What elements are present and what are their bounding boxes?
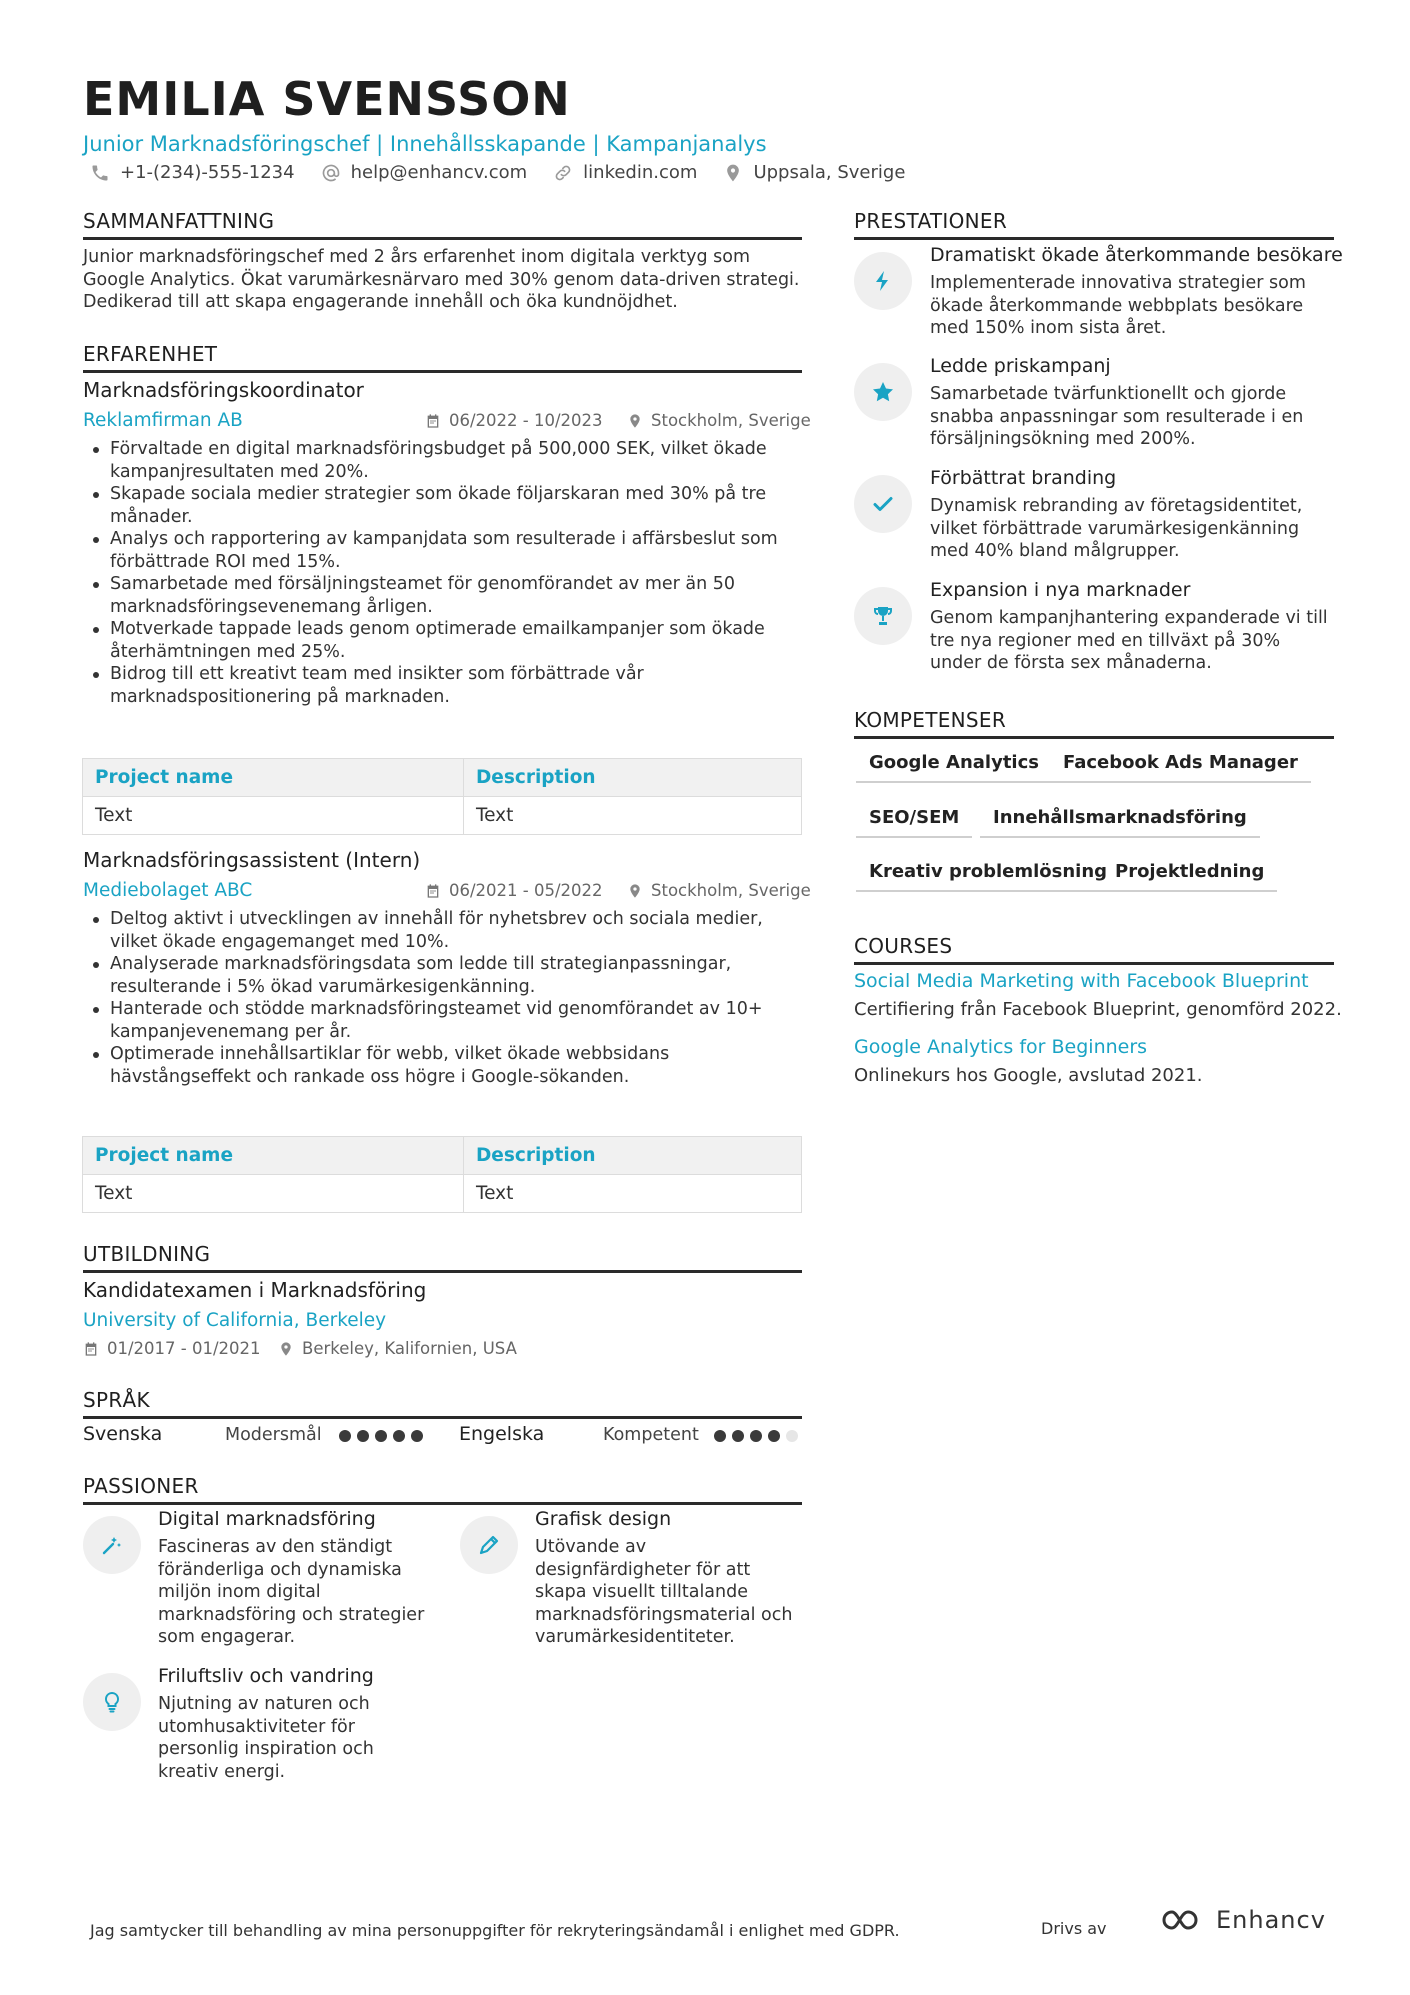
job-bullets xyxy=(90,908,802,1088)
table-cell: Text xyxy=(83,797,464,835)
skill-tag: Google Analytics xyxy=(856,752,1052,783)
table-row xyxy=(83,797,802,835)
job-location-text: Stockholm, Sverige xyxy=(651,411,811,430)
achievement-title: Expansion i nya marknader xyxy=(930,579,1191,601)
education-dates-text: 01/2017 - 01/2021 xyxy=(107,1339,261,1358)
rating-dot-filled xyxy=(375,1430,387,1442)
education-dates xyxy=(83,1339,261,1358)
table-cell: Text xyxy=(83,1175,464,1213)
achievement-desc: Dynamisk rebranding av företagsidentitet, vilket förbättrade varumärkesigenkänning med 40% bland målgrupper. xyxy=(930,496,1303,561)
table-header-cell: Description xyxy=(463,759,801,797)
job-dates xyxy=(425,881,603,900)
list-item: Motverkade tappade leads genom optimerade emailkampanjer som ökade återhämtningen med 25%. xyxy=(90,618,802,663)
gdpr-note: Jag samtycker till behandling av mina personuppgifter för rekryteringsändamål i enlighet med GDPR. xyxy=(90,1921,900,1940)
table-header-cell: Project name xyxy=(83,1137,464,1175)
rating-dot-filled xyxy=(732,1430,744,1442)
courses-heading: COURSES xyxy=(854,934,1334,965)
project-table xyxy=(82,758,802,835)
candidate-name: EMILIA SVENSSON xyxy=(83,72,571,126)
course-desc: Onlinekurs hos Google, avslutad 2021. xyxy=(854,1065,1203,1086)
list-item: Analyserade marknadsföringsdata som ledde till strategianpassningar, resulterande i 5% ökad varumärkesigenkänning. xyxy=(90,953,802,998)
table-header-cell: Description xyxy=(463,1137,801,1175)
magic-wand-sparkle-icon xyxy=(100,1533,124,1557)
education-location xyxy=(278,1339,517,1358)
passion-title: Grafisk design xyxy=(535,1508,672,1530)
education-degree: Kandidatexamen i Marknadsföring xyxy=(83,1278,427,1302)
summary-heading: SAMMANFATTNING xyxy=(83,209,802,240)
job-role: Marknadsföringskoordinator xyxy=(83,378,364,402)
experience-heading: ERFARENHET xyxy=(83,342,802,373)
location-pin-icon xyxy=(627,883,643,899)
achievement-desc: Implementerade innovativa strategier som ökade återkommande webbplats besökare med 150% inom sista året. xyxy=(930,273,1306,338)
contact-bar xyxy=(90,162,905,183)
course-title: Google Analytics for Beginners xyxy=(854,1036,1148,1058)
location-pin-icon xyxy=(627,413,643,429)
trophy-icon xyxy=(871,604,895,628)
passion-desc: Njutning av naturen och utomhusaktiviteter för personlig inspiration och kreativ energi. xyxy=(158,1694,374,1782)
job-location xyxy=(627,881,811,900)
contact-location xyxy=(723,162,905,183)
language-level: Modersmål xyxy=(225,1425,322,1445)
passion-desc: Utövande av designfärdigheter för att skapa visuellt tilltalande marknadsföringsmaterial och varumärkesidentiteter. xyxy=(535,1537,793,1647)
email-text: help@enhancv.com xyxy=(350,162,528,183)
calendar-icon xyxy=(83,1341,99,1357)
list-item: Hanterade och stödde marknadsföringsteamet vid genomförandet av 10+ kampanjevenemang per år. xyxy=(90,998,802,1043)
rating-dot-filled xyxy=(750,1430,762,1442)
pen-icon xyxy=(477,1533,501,1557)
rating-dot-filled xyxy=(714,1430,726,1442)
contact-phone[interactable] xyxy=(90,162,295,183)
rating-dot-filled xyxy=(411,1430,423,1442)
phone-icon xyxy=(90,163,110,183)
achievement-desc: Samarbetade tvärfunktionellt och gjorde snabba anpassningar som resulterade i en försäljningsökning med 200%. xyxy=(930,384,1304,449)
table-header-row xyxy=(83,1137,802,1175)
table-cell: Text xyxy=(463,797,801,835)
skills-heading: KOMPETENSER xyxy=(854,708,1334,739)
list-item: Deltog aktivt i utvecklingen av innehåll för nyhetsbrev och sociala medier, vilket ökade engagemanget med 10%. xyxy=(90,908,802,953)
job-dates-text: 06/2022 - 10/2023 xyxy=(449,411,603,430)
list-item: Samarbetade med försäljningsteamet för genomförandet av mer än 50 marknadsföringsevenemang årligen. xyxy=(90,573,802,618)
education-school: University of California, Berkeley xyxy=(83,1310,387,1331)
list-item: Analys och rapportering av kampanjdata som resulterade i affärsbeslut som förbättrade ROI med 15%. xyxy=(90,528,802,573)
language-rating xyxy=(339,1430,423,1442)
table-cell: Text xyxy=(463,1175,801,1213)
brand-name: Enhancv xyxy=(1216,1906,1326,1934)
location-pin-icon xyxy=(278,1341,294,1357)
calendar-icon xyxy=(425,883,441,899)
lightbulb-icon xyxy=(100,1690,124,1714)
list-item: Bidrog till ett kreativt team med insikter som förbättrade vår marknadspositionering på marknaden. xyxy=(90,663,802,708)
skill-tag: SEO/SEM xyxy=(856,807,972,838)
job-company: Mediebolaget ABC xyxy=(83,880,253,901)
skill-tag: Kreativ problemlösning xyxy=(856,861,1120,892)
language-name: Svenska xyxy=(83,1423,163,1445)
enhancv-logo-icon xyxy=(1160,1906,1208,1934)
language-name: Engelska xyxy=(459,1423,545,1445)
course-desc: Certifiering från Facebook Blueprint, genomförd 2022. xyxy=(854,999,1342,1020)
rating-dot-filled xyxy=(357,1430,369,1442)
job-location xyxy=(627,411,811,430)
linkedin-text: linkedin.com xyxy=(583,162,698,183)
list-item: Optimerade innehållsartiklar för webb, vilket ökade webbsidans hävstångseffekt och rankade oss högre i Google-sökanden. xyxy=(90,1043,802,1088)
passion-title: Friluftsliv och vandring xyxy=(158,1665,374,1687)
job-location-text: Stockholm, Sverige xyxy=(651,881,811,900)
achievement-title: Ledde priskampanj xyxy=(930,355,1111,377)
achievements-heading: PRESTATIONER xyxy=(854,209,1334,240)
link-icon xyxy=(553,163,573,183)
location-text: Uppsala, Sverige xyxy=(753,162,906,183)
calendar-icon xyxy=(425,413,441,429)
powered-by-label: Drivs av xyxy=(1041,1919,1107,1938)
job-dates xyxy=(425,411,603,430)
education-heading: UTBILDNING xyxy=(83,1242,802,1273)
education-location-text: Berkeley, Kalifornien, USA xyxy=(302,1339,517,1358)
passion-title: Digital marknadsföring xyxy=(158,1508,376,1530)
contact-linkedin[interactable] xyxy=(553,162,697,183)
skill-tag: Facebook Ads Manager xyxy=(1050,752,1311,783)
project-table xyxy=(82,1136,802,1213)
achievement-title: Förbättrat branding xyxy=(930,467,1117,489)
list-item: Förvaltade en digital marknadsföringsbudget på 500,000 SEK, vilket ökade kampanjresultaten med 20%. xyxy=(90,438,802,483)
star-icon xyxy=(871,380,895,404)
languages-heading: SPRÅK xyxy=(83,1388,802,1419)
summary-text: Junior marknadsföringschef med 2 års erfarenhet inom digitala verktyg som Google Analytics. Ökat varumärkesnärvaro med 30% genom data-driven strategi. Dedikerad till att skapa engagerande innehåll och öka kundnöjdhet. xyxy=(83,247,800,312)
language-level: Kompetent xyxy=(603,1425,699,1445)
job-bullets xyxy=(90,438,802,708)
skill-tag: Innehållsmarknadsföring xyxy=(980,807,1260,838)
passion-desc: Fascineras av den ständigt föränderliga och dynamiska miljön inom digital marknadsföring och strategier som engagerar. xyxy=(158,1537,425,1647)
checkmark-icon xyxy=(871,492,895,516)
table-header-row xyxy=(83,759,802,797)
headline: Junior Marknadsföringschef | Innehållsskapande | Kampanjanalys xyxy=(83,132,767,156)
at-icon xyxy=(321,163,341,183)
skill-tag: Projektledning xyxy=(1102,861,1277,892)
rating-dot-empty xyxy=(786,1430,798,1442)
achievement-desc: Genom kampanjhantering expanderade vi till tre nya regioner med en tillväxt på 30% under de första sex månaderna. xyxy=(930,608,1328,673)
language-rating xyxy=(714,1430,798,1442)
brand-logo[interactable] xyxy=(1160,1906,1326,1934)
lightning-icon xyxy=(871,269,895,293)
course-title: Social Media Marketing with Facebook Blueprint xyxy=(854,970,1309,992)
job-dates-text: 06/2021 - 05/2022 xyxy=(449,881,603,900)
rating-dot-filled xyxy=(393,1430,405,1442)
job-role: Marknadsföringsassistent (Intern) xyxy=(83,848,421,872)
location-pin-icon xyxy=(723,163,743,183)
phone-text: +1-(234)-555-1234 xyxy=(120,162,295,183)
passions-heading: PASSIONER xyxy=(83,1474,802,1505)
rating-dot-filled xyxy=(339,1430,351,1442)
table-header-cell: Project name xyxy=(83,759,464,797)
table-row xyxy=(83,1175,802,1213)
job-company: Reklamfirman AB xyxy=(83,410,243,431)
list-item: Skapade sociala medier strategier som ökade följarskaran med 30% på tre månader. xyxy=(90,483,802,528)
rating-dot-filled xyxy=(768,1430,780,1442)
achievement-title: Dramatiskt ökade återkommande besökare xyxy=(930,244,1343,266)
contact-email[interactable] xyxy=(321,162,528,183)
